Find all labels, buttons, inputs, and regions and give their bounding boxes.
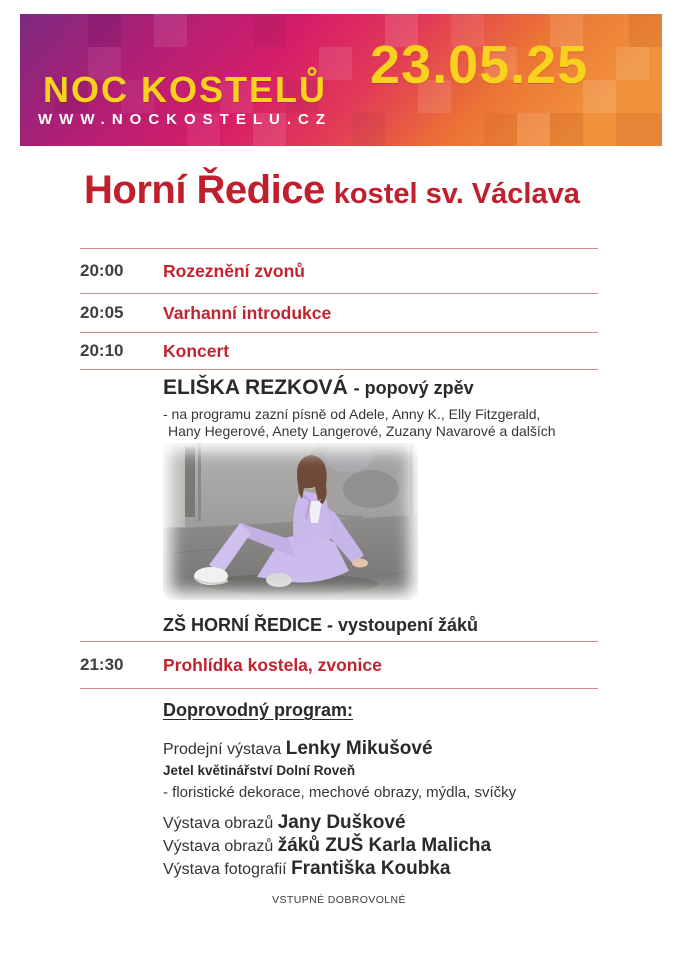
exhibitions-list <box>163 812 491 881</box>
exhibition-prefix: Výstava fotografií <box>163 861 292 878</box>
exhibition-name: Františka Koubka <box>291 858 451 879</box>
admission-note: VSTUPNÉ DOBROVOLNÉ <box>272 894 406 906</box>
exhibition-name: Jany Duškové <box>277 812 406 833</box>
performer-photo-illustration <box>163 443 418 600</box>
concert-description <box>163 406 556 440</box>
title-place: Horní Ředice <box>84 168 325 212</box>
florist-description: - floristické dekorace, mechové obrazy, mýdla, svíčky <box>163 783 517 801</box>
schedule-time: 20:10 <box>80 341 124 360</box>
exhibition-item <box>163 835 491 858</box>
performer-photo <box>163 443 418 600</box>
exhibition-prefix: Výstava obrazů <box>163 838 278 855</box>
performer-name-line <box>163 375 556 400</box>
schedule-row <box>80 332 598 370</box>
exhibition-item <box>163 812 491 835</box>
schedule-table <box>80 248 598 370</box>
sale-exhibition-line <box>163 739 516 758</box>
performer-genre: - popový zpěv <box>353 378 474 398</box>
exhibition-prefix: Výstava obrazů <box>163 815 278 832</box>
school-performance-row <box>80 610 598 642</box>
schedule-table-bottom <box>80 610 598 689</box>
banner-title: NOC KOSTELŮ <box>43 69 328 110</box>
title-venue: kostel sv. Václava <box>333 178 580 210</box>
schedule-event: Koncert <box>163 340 230 361</box>
schedule-row <box>80 642 598 689</box>
schedule-time: 21:30 <box>80 655 124 674</box>
sale-exhibition-prefix: Prodejní výstava <box>163 741 286 758</box>
exhibition-name: žáků ZUŠ Karla Malicha <box>277 835 492 856</box>
schedule-row <box>80 248 598 293</box>
school-performance-label: ZŠ HORNÍ ŘEDICE - vystoupení žáků <box>163 615 479 635</box>
side-program-heading: Doprovodný program: <box>163 700 354 720</box>
sale-exhibition-block <box>163 739 516 800</box>
page-title <box>84 168 580 213</box>
schedule-event: Prohlídka kostela, zvonice <box>163 654 382 675</box>
schedule-time: 20:05 <box>80 303 124 322</box>
exhibition-item <box>163 858 491 881</box>
florist-name: Jetel květinářství Dolní Roveň <box>163 763 356 778</box>
schedule-row <box>80 293 598 332</box>
sale-exhibition-name: Lenky Mikušové <box>285 738 433 759</box>
performer-name: ELIŠKA REZKOVÁ <box>163 376 348 399</box>
schedule-event: Varhanní introdukce <box>163 302 332 323</box>
concert-details <box>163 375 556 440</box>
concert-description-line2: Hany Hegerové, Anety Langerové, Zuzany Navarové a dalších <box>168 423 556 440</box>
noc-kostelu-banner <box>20 14 662 146</box>
schedule-time: 20:00 <box>80 261 124 280</box>
banner-url-text: WWW.NOCKOSTELU.CZ <box>38 111 332 128</box>
banner-date: 23.05.25 <box>370 35 589 95</box>
schedule-event: Rozeznění zvonů <box>163 260 305 281</box>
concert-description-line1: - na programu zazní písně od Adele, Anny K., Elly Fitzgerald, <box>163 406 541 423</box>
